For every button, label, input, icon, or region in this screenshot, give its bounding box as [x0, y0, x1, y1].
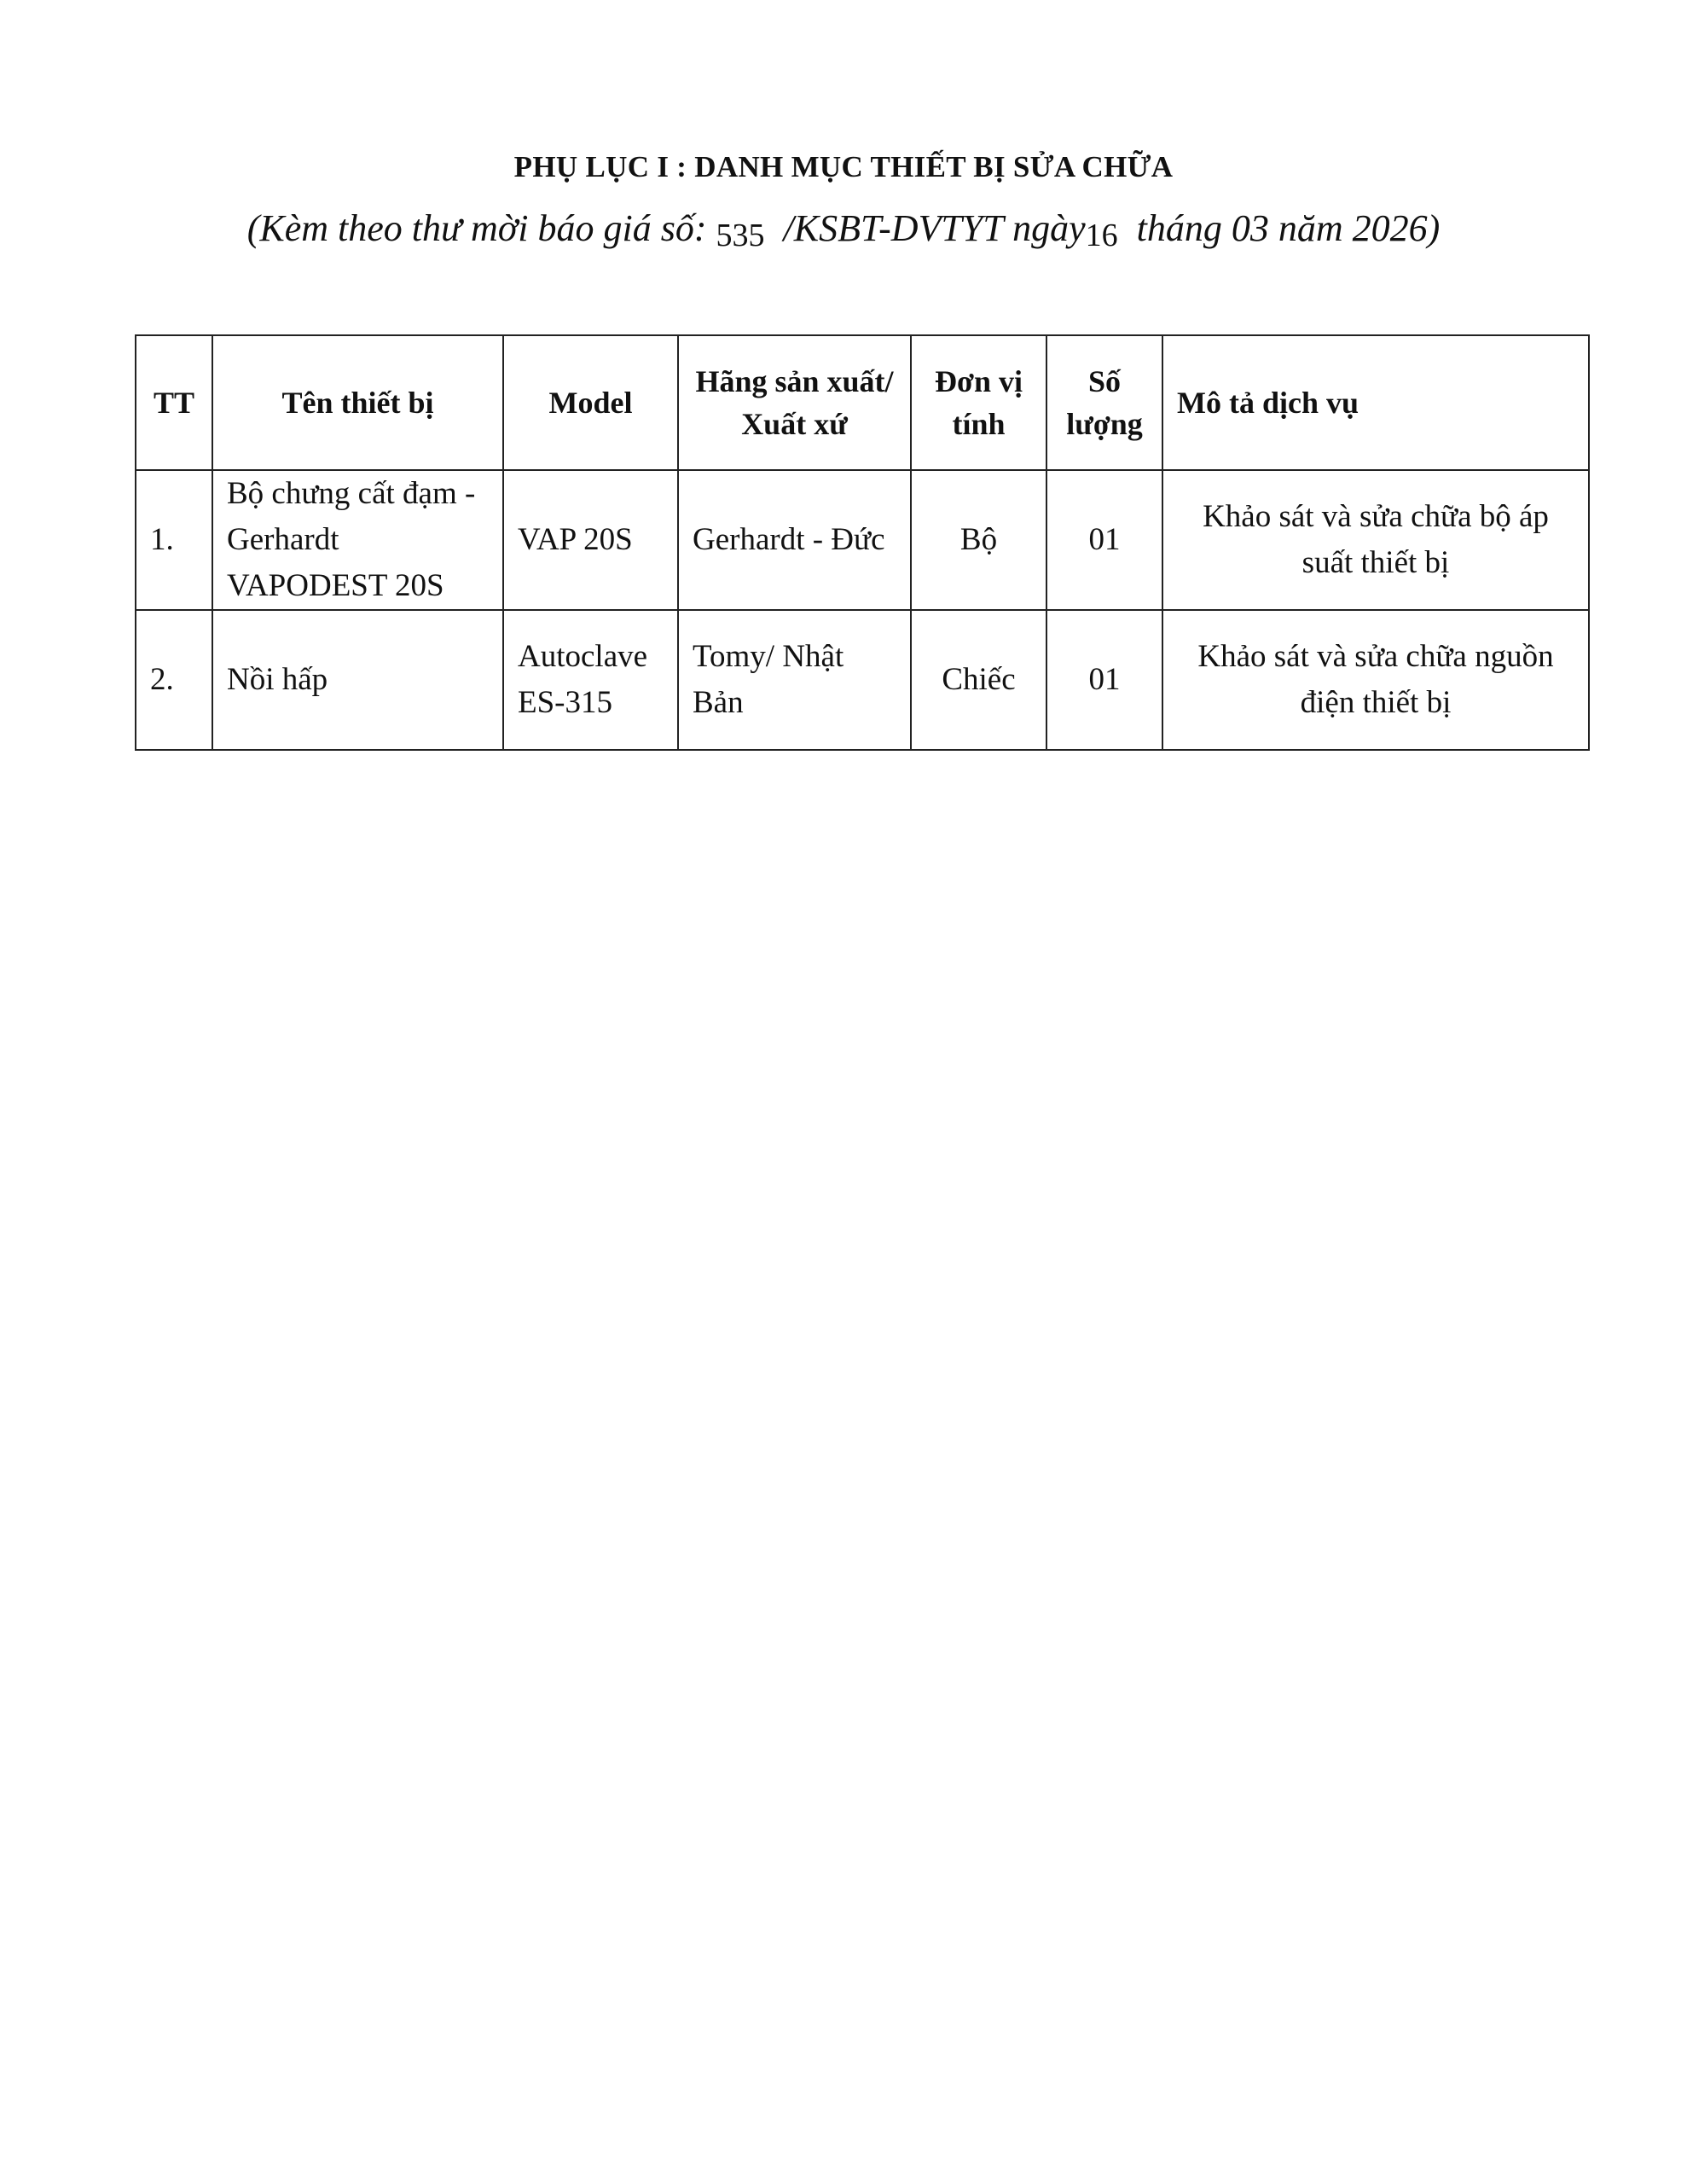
- table-header-row: [136, 335, 1589, 470]
- table-row: [136, 470, 1589, 610]
- subtitle-suffix: tháng 03 năm 2026): [1117, 207, 1441, 249]
- cell-model: VAP 20S: [503, 470, 678, 610]
- header-maker: Hãng sản xuất/ Xuất xứ: [678, 335, 911, 470]
- letter-number: 535: [716, 218, 765, 253]
- cell-tt: 1.: [136, 470, 212, 610]
- subtitle-prefix: (Kèm theo thư mời báo giá số:: [246, 207, 716, 249]
- cell-name: Bộ chưng cất đạm - Gerhardt VAPODEST 20S: [212, 470, 503, 610]
- header-model: Model: [503, 335, 678, 470]
- cell-desc: Khảo sát và sửa chữa nguồn điện thiết bị: [1162, 610, 1589, 750]
- cell-unit: Chiếc: [911, 610, 1046, 750]
- cell-unit: Bộ: [911, 470, 1046, 610]
- header-tt: TT: [136, 335, 212, 470]
- cell-qty: 01: [1046, 470, 1162, 610]
- cell-name: Nồi hấp: [212, 610, 503, 750]
- header-name: Tên thiết bị: [212, 335, 503, 470]
- cell-tt: 2.: [136, 610, 212, 750]
- letter-day: 16: [1085, 218, 1118, 253]
- cell-model: Autoclave ES-315: [503, 610, 678, 750]
- equipment-table: [135, 334, 1590, 751]
- cell-qty: 01: [1046, 610, 1162, 750]
- header-unit: Đơn vị tính: [911, 335, 1046, 470]
- subtitle-middle: /KSBT-DVTYT ngày: [764, 207, 1086, 249]
- cell-maker: Tomy/ Nhật Bản: [678, 610, 911, 750]
- table-row: [136, 610, 1589, 750]
- header-desc: Mô tả dịch vụ: [1162, 335, 1589, 470]
- header-qty: Số lượng: [1046, 335, 1162, 470]
- document-title: PHỤ LỤC I : DANH MỤC THIẾT BỊ SỬA CHỮA: [513, 150, 1174, 183]
- cell-maker: Gerhardt - Đức: [678, 470, 911, 610]
- cell-desc: Khảo sát và sửa chữa bộ áp suất thiết bị: [1162, 470, 1589, 610]
- document-subtitle: [0, 206, 1687, 253]
